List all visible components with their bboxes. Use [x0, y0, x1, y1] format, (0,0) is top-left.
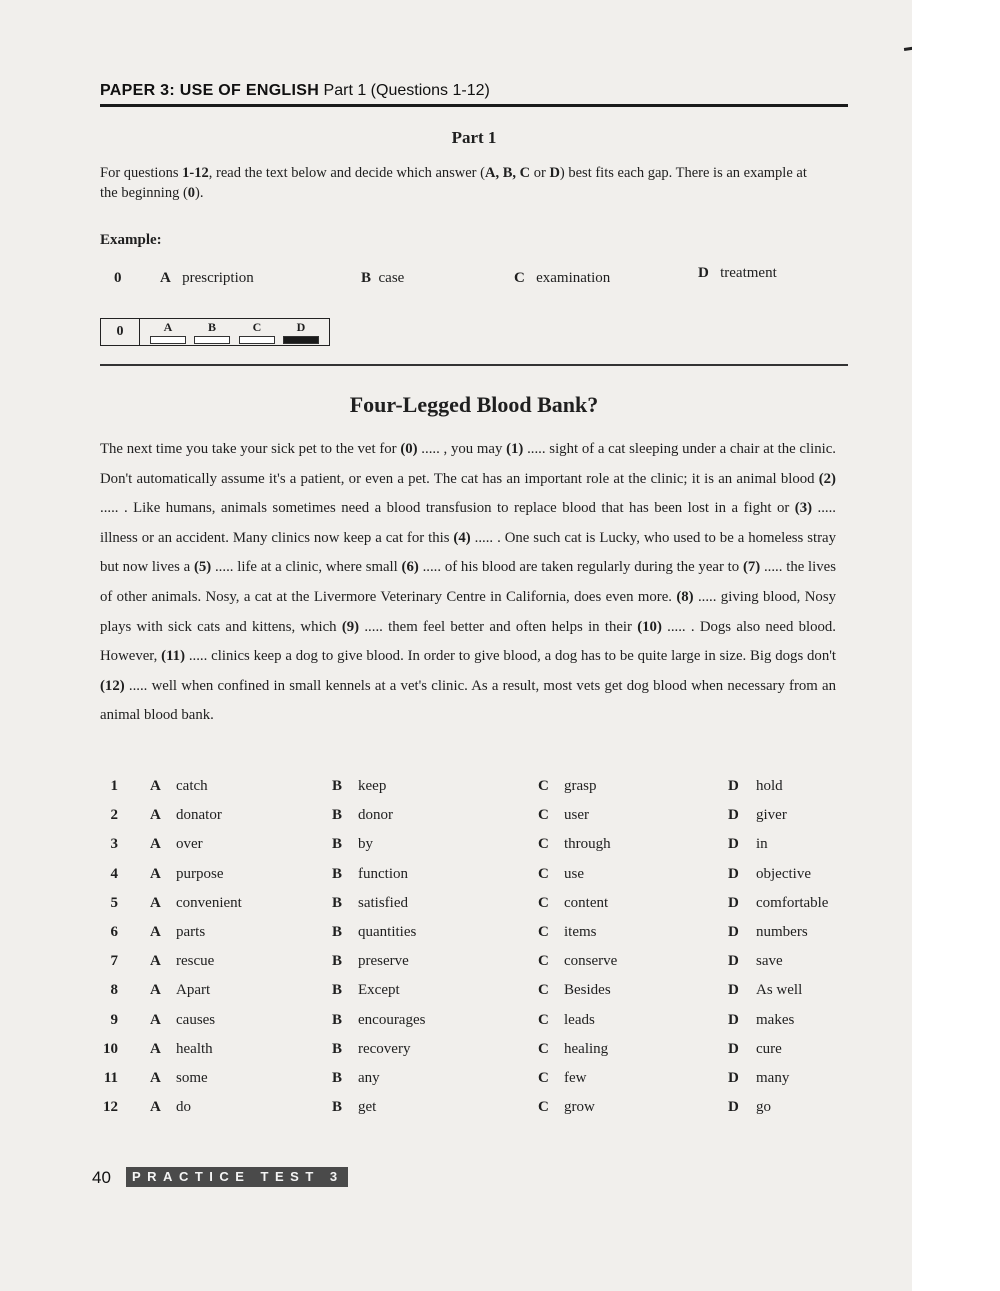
practice-test-label: PRACTICE TEST 3	[126, 1167, 348, 1187]
option-letter: D	[728, 778, 739, 794]
example-answer-box	[100, 318, 330, 346]
option-a-text: Apart	[176, 982, 211, 999]
slot-bar	[150, 336, 186, 344]
option-b-text: preserve	[358, 953, 409, 970]
gap-number: (10)	[637, 618, 662, 635]
option-d-text: many	[756, 1069, 790, 1086]
option-b-text: by	[358, 836, 373, 853]
option-letter: C	[538, 836, 549, 853]
instr-zero: 0	[187, 185, 196, 201]
header-rule	[100, 104, 848, 107]
option-letter: B	[332, 778, 343, 794]
example-number: 0	[114, 270, 122, 286]
option-letter: B	[361, 270, 372, 286]
gap-number: (4)	[453, 529, 471, 546]
option-letter: B	[332, 923, 343, 940]
slot-bar	[194, 336, 230, 344]
option-letter: C	[538, 982, 549, 999]
instr-text: ).	[195, 185, 204, 201]
option-b-text: Except	[358, 982, 400, 999]
option-letter: B	[332, 1099, 343, 1116]
option-b-text: encourages	[358, 1011, 426, 1028]
gap-number: (11)	[161, 648, 186, 665]
option-text: case	[378, 270, 405, 286]
passage-text: ..... well when confined in small kennels at a vet's clinic. As a result, most vets get dog blood when necessary from an animal blood bank.	[100, 677, 836, 724]
option-a-text: do	[176, 1099, 191, 1116]
option-c-text: few	[564, 1069, 587, 1086]
option-c-text: items	[564, 923, 597, 940]
option-b-text: function	[358, 865, 408, 882]
passage-text: ..... , you may	[417, 441, 507, 457]
option-letter: C	[538, 865, 549, 882]
option-letter: C	[538, 953, 549, 970]
option-letter: C	[538, 1011, 549, 1028]
question-number: 11	[103, 1069, 118, 1086]
option-c-text: use	[564, 865, 584, 882]
example-option-c	[514, 270, 610, 287]
option-letter: B	[332, 982, 343, 999]
option-letter: B	[332, 865, 343, 882]
answer-slot-b	[193, 320, 231, 344]
option-letter: A	[150, 1040, 161, 1057]
question-number: 4	[110, 865, 118, 882]
option-letter: C	[538, 1040, 549, 1057]
passage-text: ..... the lives of other animals. Nosy, a cat at the Livermore Veterinary Centre in California, does even more.	[100, 559, 837, 605]
option-letter: A	[150, 865, 161, 882]
option-letter: C	[538, 778, 549, 794]
question-number: 2	[110, 807, 118, 824]
option-letter: B	[332, 953, 343, 970]
option-c-text: leads	[564, 1011, 595, 1028]
option-letter: D	[728, 894, 739, 911]
option-d-text: comfortable	[756, 894, 829, 911]
option-b-text: quantities	[358, 923, 417, 940]
answer-box-number: 0	[101, 319, 140, 345]
option-d-text: cure	[756, 1040, 782, 1057]
question-number: 8	[110, 982, 118, 999]
option-d-text: go	[756, 1099, 771, 1116]
option-letter: C	[514, 270, 525, 286]
question-row	[96, 1070, 856, 1099]
passage-text: The next time you take your sick pet to the vet for	[100, 441, 401, 457]
option-text: examination	[536, 270, 611, 286]
instr-letter-d: D	[549, 165, 560, 181]
option-d-text: objective	[756, 865, 811, 882]
gap-number: (8)	[676, 588, 694, 605]
question-number: 10	[103, 1040, 118, 1057]
gap-number: (1)	[506, 441, 524, 457]
option-d-text: As well	[756, 982, 803, 999]
option-letter: D	[698, 265, 709, 281]
gap-number: (2)	[818, 470, 836, 487]
option-letter: A	[150, 1069, 161, 1086]
option-text: prescription	[182, 270, 254, 286]
option-letter: D	[728, 1011, 739, 1028]
option-letter: C	[538, 923, 549, 940]
option-letter: B	[332, 1069, 343, 1086]
option-letter: A	[150, 1011, 161, 1028]
option-letter: A	[160, 270, 171, 286]
option-letter: A	[150, 894, 161, 911]
gap-number: (0)	[400, 441, 418, 457]
option-a-text: rescue	[176, 953, 215, 970]
slot-letter: A	[163, 320, 173, 334]
answer-slot-d	[282, 320, 320, 344]
instr-text: ) best fits each gap. There is an example at the beginning (	[100, 165, 807, 201]
passage-text: ..... giving blood, Nosy plays with sick cats and kittens, which	[100, 588, 836, 635]
gap-number: (3)	[794, 500, 813, 517]
slot-letter: B	[207, 320, 216, 334]
option-c-text: conserve	[564, 953, 618, 970]
passage	[100, 435, 836, 731]
option-letter: A	[150, 836, 161, 853]
answer-slot-a	[149, 320, 187, 344]
option-letter: B	[332, 836, 343, 853]
gap-number: (5)	[193, 559, 212, 576]
passage-text: ..... clinics keep a dog to give blood. In order to give blood, a dog has to be quite large in size. Big dogs don't	[185, 648, 836, 665]
passage-text: ..... them feel better and often helps in their	[359, 618, 638, 635]
option-d-text: giver	[756, 807, 787, 824]
option-letter: B	[332, 807, 343, 824]
option-b-text: keep	[358, 778, 387, 794]
option-letter: A	[150, 1099, 161, 1116]
instr-letters: A, B, C	[484, 165, 531, 181]
option-c-text: Besides	[564, 982, 611, 999]
option-letter: D	[728, 923, 739, 940]
option-letter: C	[538, 1069, 549, 1086]
question-row	[96, 807, 856, 836]
option-a-text: convenient	[176, 894, 242, 911]
option-d-text: hold	[756, 778, 783, 794]
slot-letter: C	[252, 320, 262, 334]
option-c-text: healing	[564, 1040, 609, 1057]
page-header	[100, 82, 490, 100]
answer-options-grid	[96, 778, 856, 1128]
scan-margin	[912, 0, 1000, 1291]
passage-title: Four-Legged Blood Bank?	[349, 392, 599, 417]
question-row	[96, 866, 856, 895]
question-row	[96, 895, 856, 924]
option-b-text: any	[358, 1069, 380, 1086]
option-letter: D	[728, 807, 739, 824]
option-c-text: grasp	[564, 778, 597, 794]
page-number: 40	[92, 1168, 111, 1187]
option-text: treatment	[720, 265, 777, 281]
question-row	[96, 836, 856, 865]
option-d-text: makes	[756, 1011, 795, 1028]
question-row	[96, 778, 856, 807]
option-a-text: over	[176, 836, 203, 853]
option-letter: D	[728, 1040, 739, 1057]
question-number: 7	[110, 953, 118, 970]
question-row	[96, 982, 856, 1011]
gap-number: (9)	[341, 618, 360, 635]
question-number: 3	[110, 836, 118, 853]
passage-text: ..... illness or an accident. Many clinics now keep a cat for this	[100, 500, 837, 546]
option-letter: D	[728, 1099, 739, 1116]
option-d-text: save	[756, 953, 783, 970]
slot-bar	[239, 336, 275, 344]
question-row	[96, 1041, 856, 1070]
passage-text: ..... . Like humans, animals sometimes need a blood transfusion to replace blood that has been lost in a fight or	[100, 500, 795, 517]
option-b-text: recovery	[358, 1040, 411, 1057]
option-letter: A	[150, 923, 161, 940]
example-label: Example:	[100, 232, 162, 248]
option-a-text: causes	[176, 1011, 216, 1028]
option-c-text: user	[564, 807, 589, 824]
question-number: 6	[110, 923, 118, 940]
option-d-text: in	[756, 836, 768, 853]
passage-text: ..... life at a clinic, where small	[211, 559, 402, 576]
option-b-text: donor	[358, 807, 393, 824]
option-b-text: satisfied	[358, 894, 408, 911]
option-letter: B	[332, 1040, 343, 1057]
question-row	[96, 1099, 856, 1128]
option-letter: D	[728, 836, 739, 853]
section-rule	[100, 364, 848, 366]
question-row	[96, 924, 856, 953]
option-c-text: through	[564, 836, 611, 853]
option-letter: A	[150, 807, 161, 824]
option-letter: D	[728, 865, 739, 882]
example-option-b	[361, 270, 404, 287]
option-letter: B	[332, 1011, 343, 1028]
instr-text: , read the text below and decide which answer (	[208, 165, 485, 181]
option-letter: D	[728, 982, 739, 999]
gap-number: (12)	[100, 677, 125, 694]
passage-text: ..... . One such cat is Lucky, who used to be a homeless stray but now lives a	[100, 529, 836, 576]
option-a-text: parts	[176, 923, 206, 940]
question-number: 9	[110, 1011, 118, 1028]
example-option-a	[160, 270, 254, 287]
paper-title: PAPER 3: USE OF ENGLISH	[100, 82, 320, 99]
passage-text: ..... sight of a cat sleeping under a chair at the clinic. Don't automatically assume it's a patient, or even a pet. The cat has an important role at the clinic; it is an animal blood	[100, 441, 836, 487]
option-letter: C	[538, 894, 549, 911]
slot-letter: D	[296, 320, 306, 334]
option-a-text: purpose	[176, 865, 224, 882]
gap-number: (7)	[742, 559, 761, 576]
option-a-text: health	[176, 1040, 213, 1057]
option-b-text: get	[358, 1099, 377, 1116]
part-title: Part 1	[451, 128, 497, 147]
option-letter: A	[150, 982, 161, 999]
option-a-text: catch	[176, 778, 208, 794]
part-range: Part 1 (Questions 1-12)	[323, 82, 490, 99]
question-number: 1	[110, 778, 118, 794]
gap-number: (6)	[401, 559, 419, 576]
instructions	[100, 163, 820, 203]
example-option-d	[698, 265, 777, 282]
question-number: 5	[110, 894, 118, 911]
instr-text: or	[530, 165, 550, 181]
option-letter: D	[728, 1069, 739, 1086]
passage-text: ..... . Dogs also need blood. However,	[100, 618, 837, 665]
option-letter: A	[150, 953, 161, 970]
option-a-text: donator	[176, 807, 222, 824]
option-c-text: grow	[564, 1099, 595, 1116]
instr-range: 1-12	[182, 165, 209, 181]
question-row	[96, 1012, 856, 1041]
instr-text: For questions	[100, 165, 183, 181]
question-row	[96, 953, 856, 982]
slot-bar-selected	[283, 336, 319, 344]
passage-text: ..... of his blood are taken regularly during the year to	[418, 559, 743, 576]
question-number: 12	[103, 1099, 118, 1116]
option-c-text: content	[564, 894, 609, 911]
option-letter: A	[150, 778, 161, 794]
option-letter: C	[538, 807, 549, 824]
option-letter: D	[728, 953, 739, 970]
answer-slot-c	[238, 320, 276, 344]
option-letter: B	[332, 894, 343, 911]
option-letter: C	[538, 1099, 549, 1116]
option-d-text: numbers	[756, 923, 808, 940]
option-a-text: some	[176, 1069, 208, 1086]
